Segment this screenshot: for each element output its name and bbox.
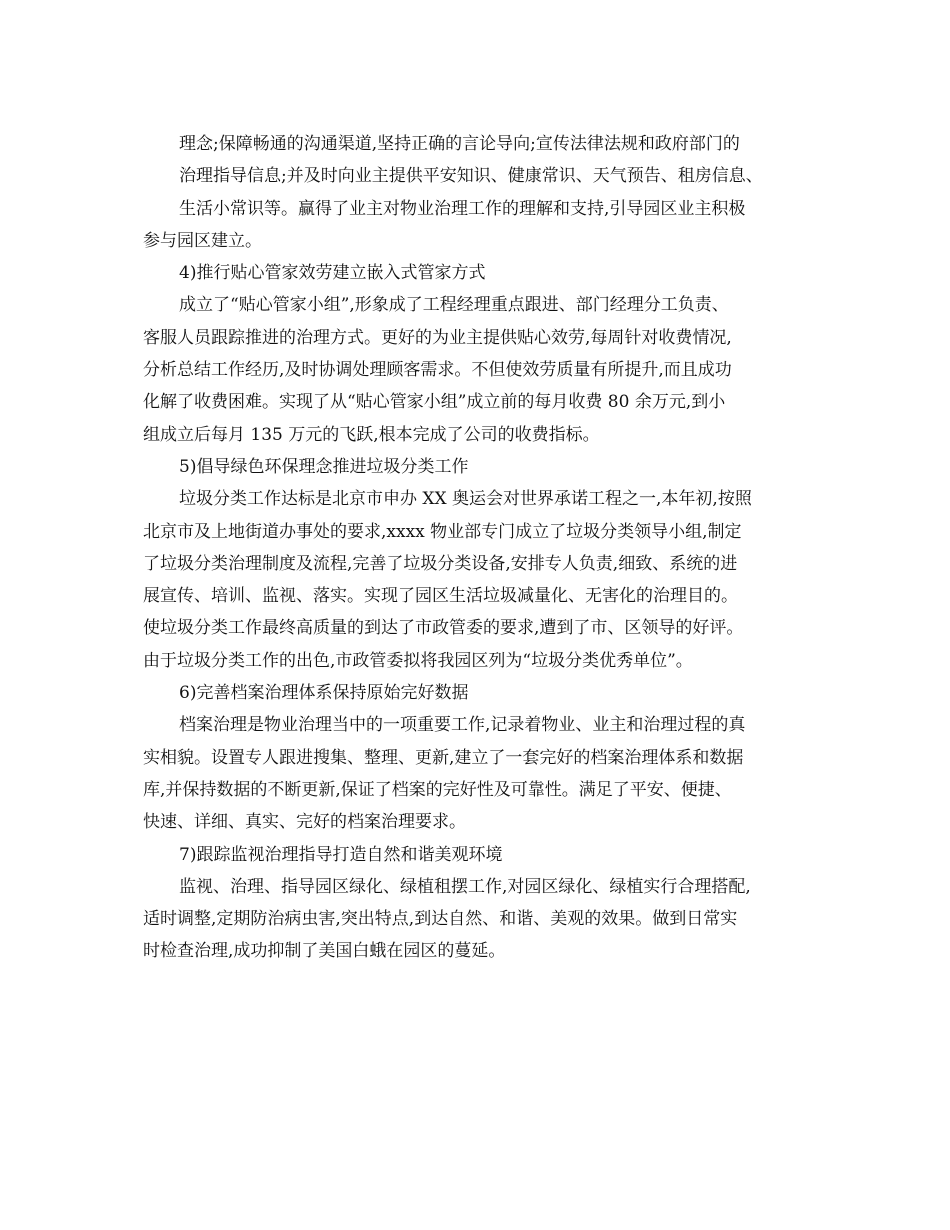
text-line: 使垃圾分类工作最终高质量的到达了市政管委的要求,遭到了市、区领导的好评。 [143,618,744,639]
text-line: 适时调整,定期防治病虫害,突出特点,到达自然、和谐、美观的效果。做到日常实 [143,909,738,930]
text-line: 库,并保持数据的不断更新,保证了档案的完好性及可靠性。满足了平安、便捷、 [143,779,732,800]
text-line: 生活小常识等。赢得了业主对物业治理工作的理解和支持,引导园区业主积极 [179,198,746,219]
text-line: 档案治理是物业治理当中的一项重要工作,记录着物业、业主和治理过程的真 [179,715,746,736]
text-line: 监视、治理、指导园区绿化、绿植租摆工作,对园区绿化、绿植实行合理搭配, [179,876,751,897]
text-line: 5)倡导绿色环保理念推进垃圾分类工作 [179,456,469,477]
text-line: 实相貌。设置专人跟进搜集、整理、更新,建立了一套完好的档案治理体系和数据 [143,747,744,768]
text-line: 4)推行贴心管家效劳建立嵌入式管家方式 [179,263,486,284]
text-line: 垃圾分类工作达标是北京市申办 XX 奥运会对世界承诺工程之一,本年初,按照 [179,489,752,510]
text-line: 化解了收费困难。实现了从“贴心管家小组”成立前的每月收费 80 余万元,到小 [143,392,726,413]
text-line: 时检查治理,成功抑制了美国白蛾在园区的蔓延。 [143,941,506,962]
text-line: 展宣传、培训、监视、落实。实现了园区生活垃圾减量化、无害化的治理目的。 [143,586,738,607]
text-line: 7)跟踪监视治理指导打造自然和谐美观环境 [179,844,503,865]
text-line: 北京市及上地街道办事处的要求,xxxx 物业部专门成立了垃圾分类领导小组,制定 [143,521,742,542]
text-line: 组成立后每月 135 万元的飞跃,根本完成了公司的收费指标。 [143,424,600,445]
text-line: 由于垃圾分类工作的出色,市政管委拟将我园区列为“垃圾分类优秀单位”。 [143,650,693,671]
text-line: 分析总结工作经历,及时协调处理顾客需求。不但使效劳质量有所提升,而且成功 [143,360,732,381]
text-line: 参与园区建立。 [143,230,262,251]
text-line: 成立了“贴心管家小组”,形象成了工程经理重点跟进、部门经理分工负责、 [179,295,729,316]
text-line: 治理指导信息;并及时向业主提供平安知识、健康常识、天气预告、租房信息、 [179,166,763,187]
text-line: 6)完善档案治理体系保持原始完好数据 [179,683,469,704]
text-line: 了垃圾分类治理制度及流程,完善了垃圾分类设备,安排专人负责,细致、系统的进 [143,553,738,574]
text-line: 客服人员跟踪推进的治理方式。更好的为业主提供贴心效劳,每周针对收费情况, [143,327,732,348]
text-line: 快速、详细、真实、完好的档案治理要求。 [143,812,466,833]
document-body [143,128,833,968]
text-line: 理念;保障畅通的沟通渠道,坚持正确的言论导向;宣传法律法规和政府部门的 [179,134,740,154]
